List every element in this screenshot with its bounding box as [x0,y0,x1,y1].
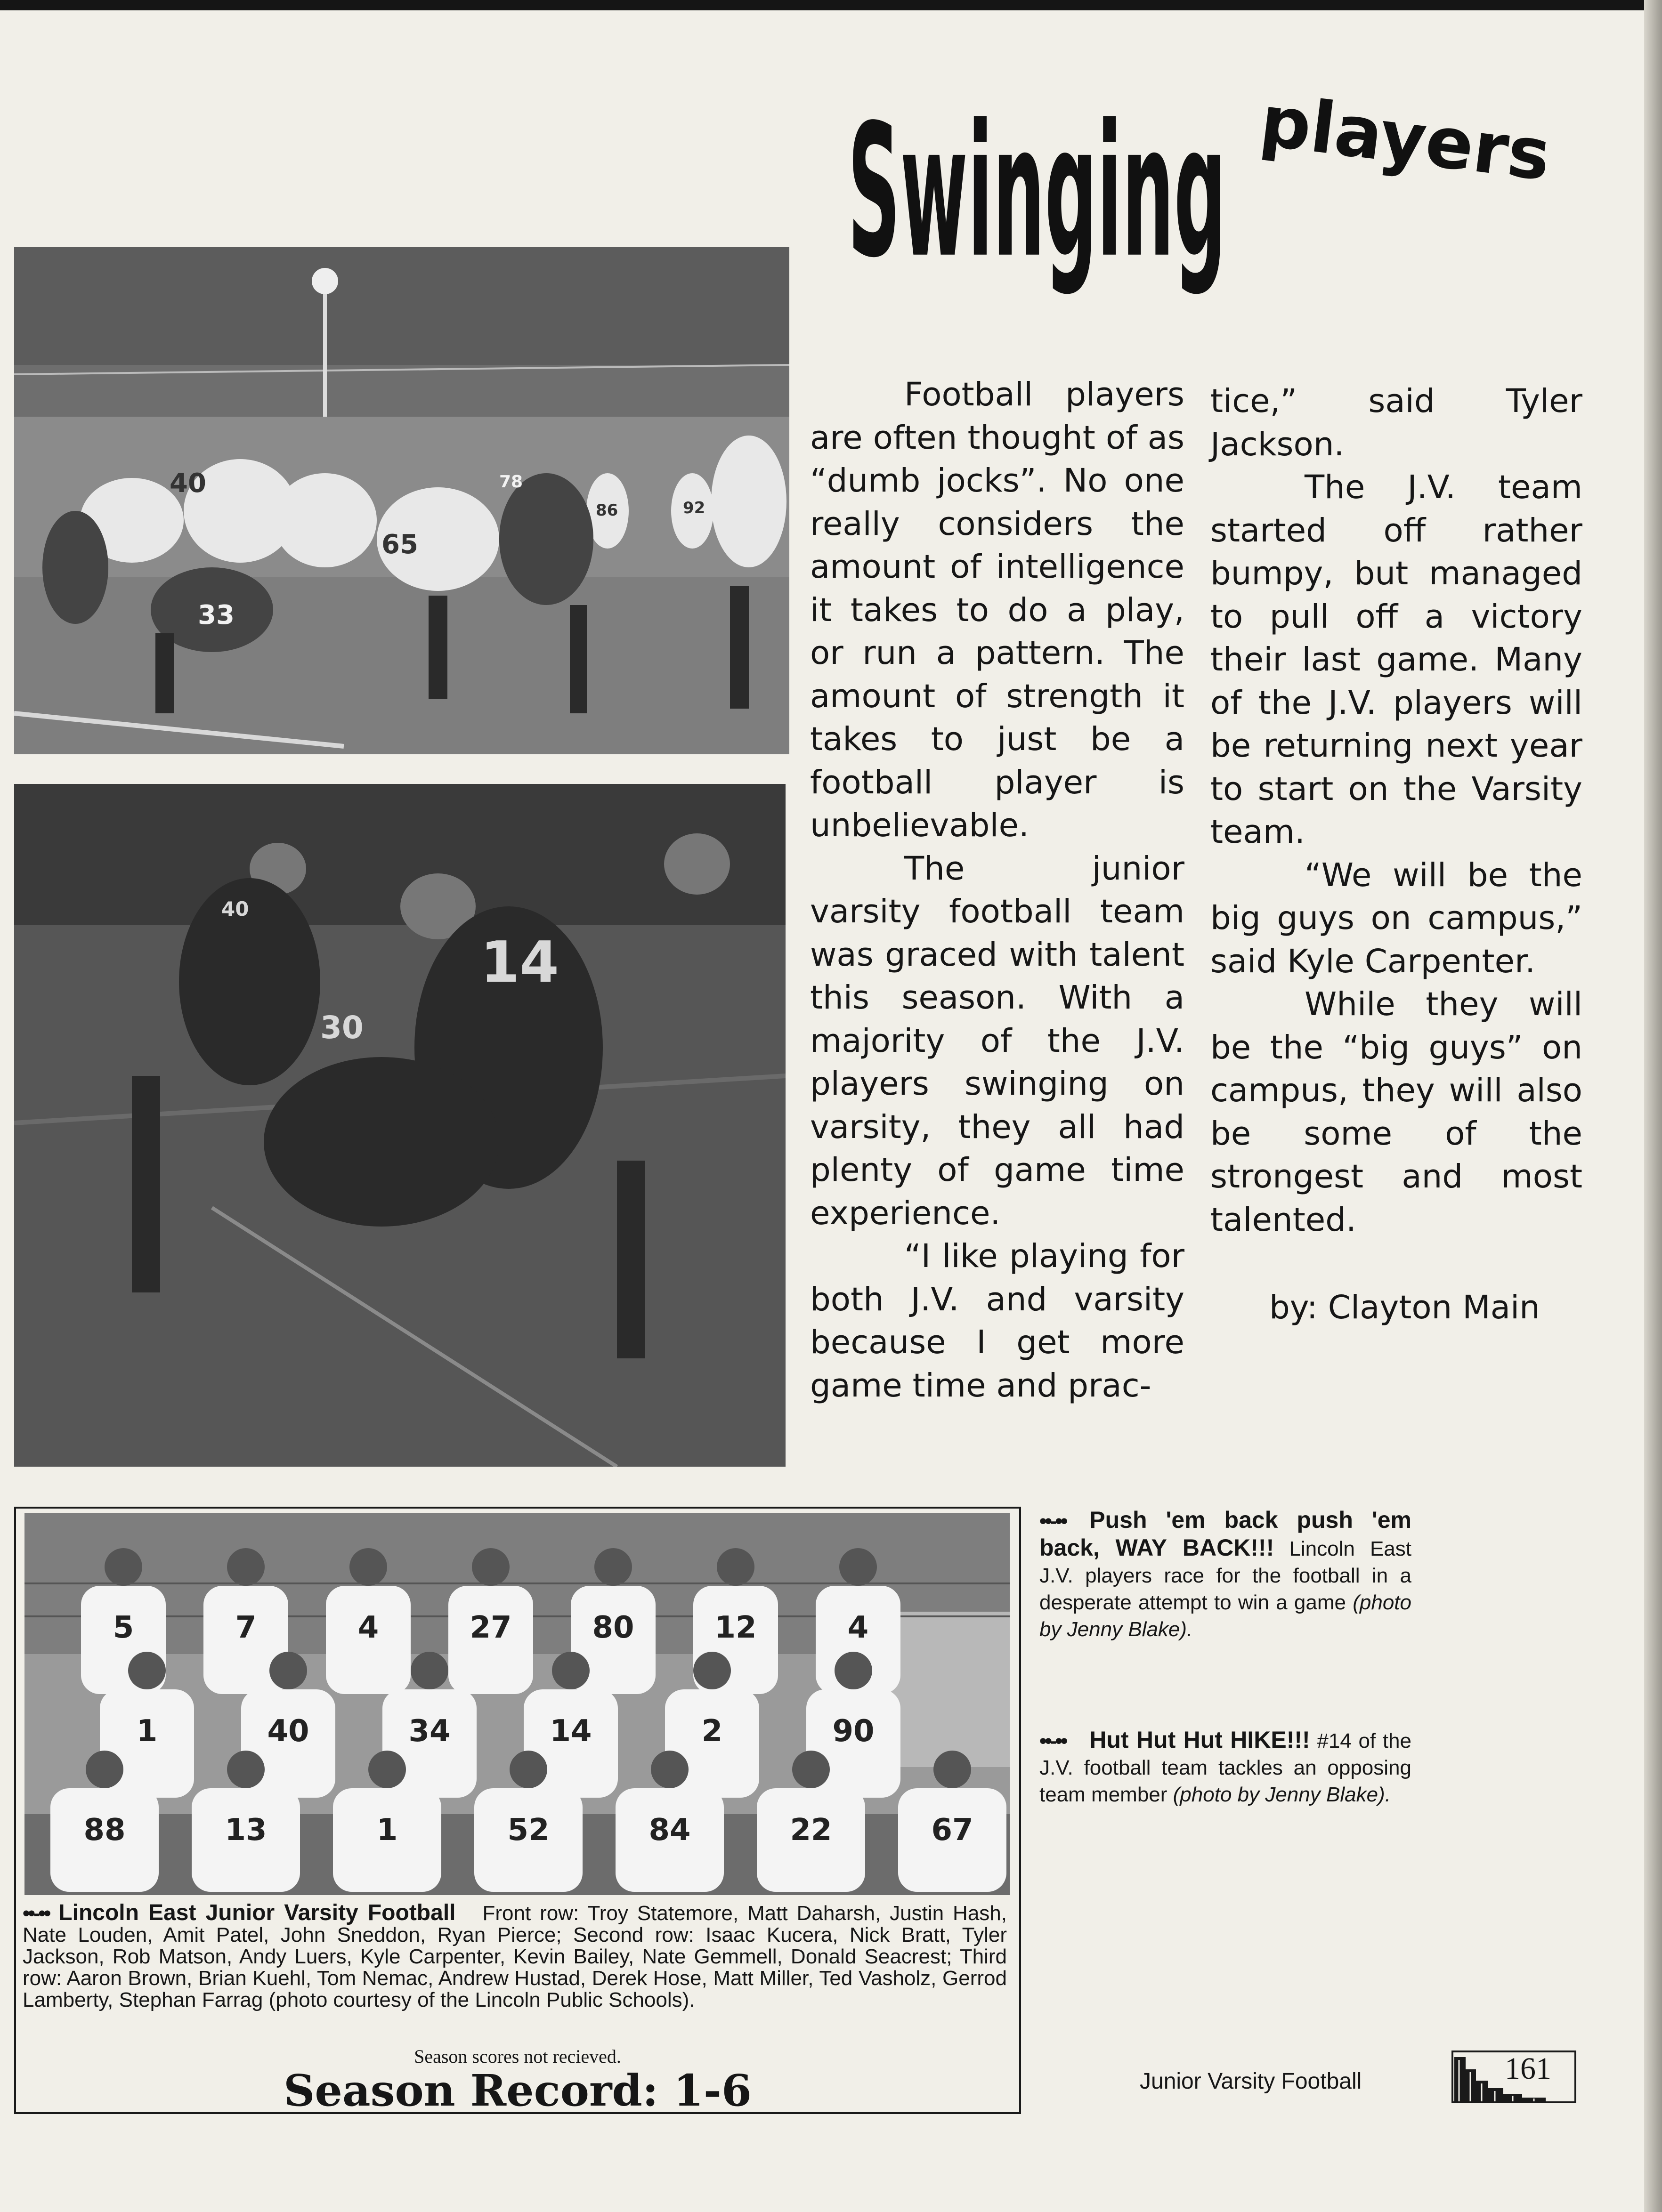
jersey-number: 34 [408,1714,451,1749]
player-head [368,1751,406,1788]
section-footer-title: Junior Varsity Football [1140,2069,1362,2094]
team-caption-head: Lincoln East Junior Varsity Football [58,1900,456,1925]
player-head [86,1751,123,1788]
team-caption [23,1902,1007,2011]
player-head [227,1548,265,1586]
photo-team [24,1513,1010,1895]
article-paragraph: While they will be the “big guys” on campus, they will also be some of the strongest and most talented. [1210,985,1582,1239]
article-paragraph: The junior varsity football team was graced with talent this season. With a majority of the J.V. players swinging on varsity, they all had plenty of game time experience. [810,849,1184,1232]
player-head [227,1751,265,1788]
caption-bullet-icon: ••-•• [1039,1510,1066,1533]
caption-bullet-icon: ••-•• [1039,1729,1066,1752]
player-head [472,1548,510,1586]
headline [848,61,1582,363]
article-paragraph: “I like playing for both J.V. and varsity because I get more game time and prac- [810,1237,1184,1405]
player-head [269,1652,307,1689]
jersey-number: 12 [714,1610,757,1645]
jersey-number: 52 [507,1813,550,1848]
jersey-number: 4 [357,1610,379,1645]
player-head [839,1548,877,1586]
caption-body: #14 of the J.V. football team tackles an opposing team member [1039,1729,1411,1806]
page-number: 161 [1505,2051,1551,2086]
player-head [349,1548,387,1586]
jersey-number: 65 [381,529,418,560]
byline: by: Clayton Main [1269,1289,1540,1326]
jersey-number: 14 [550,1714,592,1749]
player-head [510,1751,547,1788]
caption-head: Hut Hut Hut HIKE!!! [1089,1727,1310,1753]
article-column-1 [810,373,1184,1407]
jersey-number: 2 [701,1714,723,1749]
article-paragraph: “We will be the big guys on campus,” said Kyle Carpenter. [1210,856,1582,980]
jersey-number: 90 [832,1714,875,1749]
caption-hut-hike [1039,1727,1411,1808]
article-paragraph: Football players are often thought of as “dumb jocks”. No one really considers the amount of intelligence it takes to do a play, or run a pattern. The amount of strength it takes to just be a football player is unbelievable. [810,376,1184,844]
article-paragraph: tice,” said Tyler Jackson. [1210,382,1582,463]
jersey-number: 5 [113,1610,134,1645]
jersey-number: 13 [225,1813,267,1848]
scan-top-band [0,0,1662,10]
player-head [792,1751,830,1788]
caption-push-em-back [1039,1507,1411,1643]
player-head [717,1548,754,1586]
player-head [105,1548,142,1586]
article-column-2 [1210,380,1582,1242]
jersey-number: 86 [596,501,618,520]
jersey-number: 40 [170,468,206,499]
jersey-number: 1 [136,1714,158,1749]
jersey-number: 22 [790,1813,832,1848]
photo-scrimmage [14,247,789,754]
player-head [411,1652,448,1689]
player-head [128,1652,166,1689]
article-paragraph: The J.V. team started off rather bumpy, but managed to pull off a victory their last game. Many of the J.V. players will be returning next year to start on the Varsity team. [1210,468,1582,851]
player-head [835,1652,872,1689]
jersey-number: 67 [931,1813,973,1848]
player-head [552,1652,590,1689]
jersey-number: 92 [683,499,705,517]
season-scores-note: Season scores not recieved. [414,2046,621,2067]
jersey-number: 14 [480,930,559,995]
jersey-number: 30 [320,1009,364,1046]
caption-bullet-icon: ••-•• [23,1902,49,1925]
jersey-number: 33 [198,600,235,630]
player-head [933,1751,971,1788]
jersey-number: 4 [847,1610,869,1645]
player-head [594,1548,632,1586]
caption-head: Push 'em back push 'em back, WAY BACK!!! [1039,1507,1411,1561]
scan-binding-edge [1644,0,1662,2212]
headline-word-swinging: Swinging [848,85,1226,298]
jersey-number: 27 [470,1610,512,1645]
jersey-number: 80 [592,1610,634,1645]
jersey-number: 78 [499,472,523,492]
jersey-number: 84 [649,1813,691,1848]
jersey-number: 7 [235,1610,257,1645]
caption-credit: (photo by Jenny Blake). [1039,1591,1411,1641]
jersey-number: 1 [376,1813,398,1848]
season-record: Season Record: 1-6 [283,2065,752,2116]
jersey-number: 88 [83,1813,126,1848]
jersey-number: 40 [221,897,249,920]
photo-tackle [14,784,786,1467]
player-head [651,1751,689,1788]
jersey-number: 40 [267,1714,309,1749]
caption-body: Lincoln East J.V. players race for the football in a desperate attempt to win a game [1039,1537,1411,1614]
player-head [693,1652,731,1689]
team-caption-body: Front row: Troy Statemore, Matt Daharsh, Justin Hash, Nate Louden, Amit Patel, John Sneddon, Ryan Pierce; Second row: Isaac Kucera, Nick Bratt, Tyler Jackson, Rob Matson, Andy Luers, Kyle Carpenter, Kevin Bailey, Nate Gemmell, Donald Seacrest; Third row: Aaron Brown, Brian Kuehl, Tom Nemac, Andrew Hustad, Derek Hose, Matt Miller, Ted Vasholz, Gerrod Lamberty, Stephan Farrag (photo courtesy of the Lincoln Public Schools). [23,1902,1007,2011]
headline-word-players: players [1256,80,1555,197]
caption-credit: (photo by Jenny Blake). [1173,1783,1391,1806]
